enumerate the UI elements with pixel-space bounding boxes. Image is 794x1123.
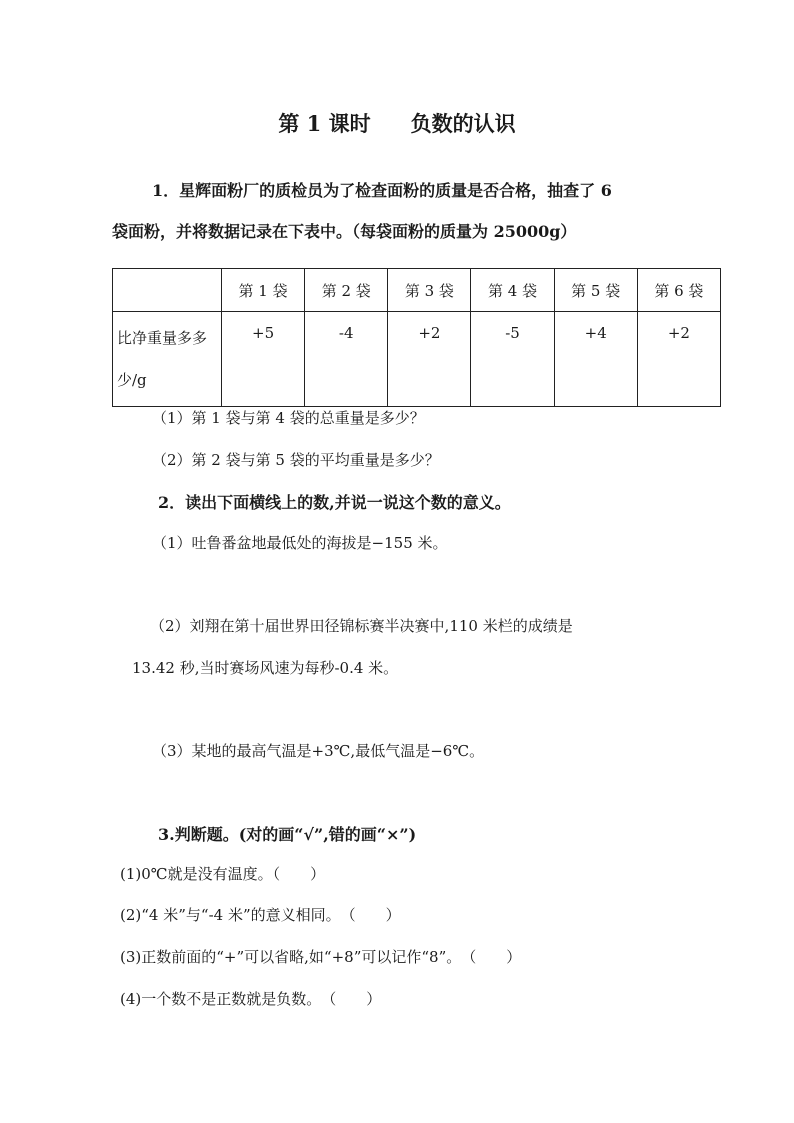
table-cell: +2 [637,312,720,407]
q2-sub3: （3）某地的最高气温是+3℃,最低气温是−6℃。 [152,742,485,760]
q1-line2: 袋面粉，并将数据记录在下表中。（每袋面粉的质量为 25000g） [112,222,577,241]
q2-sub2-line2: 13.42 秒,当时赛场风速为每秒-0.4 米。 [132,659,399,677]
q3-item: (1)0℃就是没有温度。（ ） [120,865,326,883]
table-header-cell: 第 3 袋 [388,269,471,312]
table-header-cell: 第 5 袋 [554,269,637,312]
title-topic: 负数的认识 [410,111,516,136]
table-cell: +4 [554,312,637,407]
q3-item: (3)正数前面的“+”可以省略,如“+8”可以记作“8”。 （ ） [120,948,522,966]
table-cell: +2 [388,312,471,407]
q2-sub2-line1: （2）刘翔在第十届世界田径锦标赛半决赛中,110 米栏的成绩是 [150,617,573,635]
table-header-cell: 第 4 袋 [471,269,554,312]
table-cell: -4 [305,312,388,407]
table-corner-cell [113,269,222,312]
table-cell: -5 [471,312,554,407]
table-row-label: 比净重量多多少/g [113,312,222,407]
q1-line1: 1．星辉面粉厂的质检员为了检查面粉的质量是否合格，抽查了 6 [152,181,612,200]
bag-weight-table [112,268,721,407]
table-header-row [113,269,721,312]
table-header-cell: 第 2 袋 [305,269,388,312]
q3-item: (4)一个数不是正数就是负数。 （ ） [120,990,382,1008]
title-lesson: 第 1 课时 [278,111,371,136]
q2-heading: 2．读出下面横线上的数,并说一说这个数的意义。 [158,493,511,512]
table-header-cell: 第 1 袋 [222,269,305,312]
q3-heading: 3.判断题。(对的画“√”,错的画“×”) [158,825,417,844]
q2-sub1: （1）吐鲁番盆地最低处的海拔是−155 米。 [152,534,448,552]
table-header-cell: 第 6 袋 [637,269,720,312]
table-row [113,312,721,407]
page-title [0,108,794,138]
q1-sub1: （1）第 1 袋与第 4 袋的总重量是多少？ [152,409,425,427]
q1-sub2: （2）第 2 袋与第 5 袋的平均重量是多少？ [152,451,440,469]
q3-item: (2)“4 米”与“-4 米”的意义相同。 （ ） [120,906,401,924]
table-cell: +5 [222,312,305,407]
